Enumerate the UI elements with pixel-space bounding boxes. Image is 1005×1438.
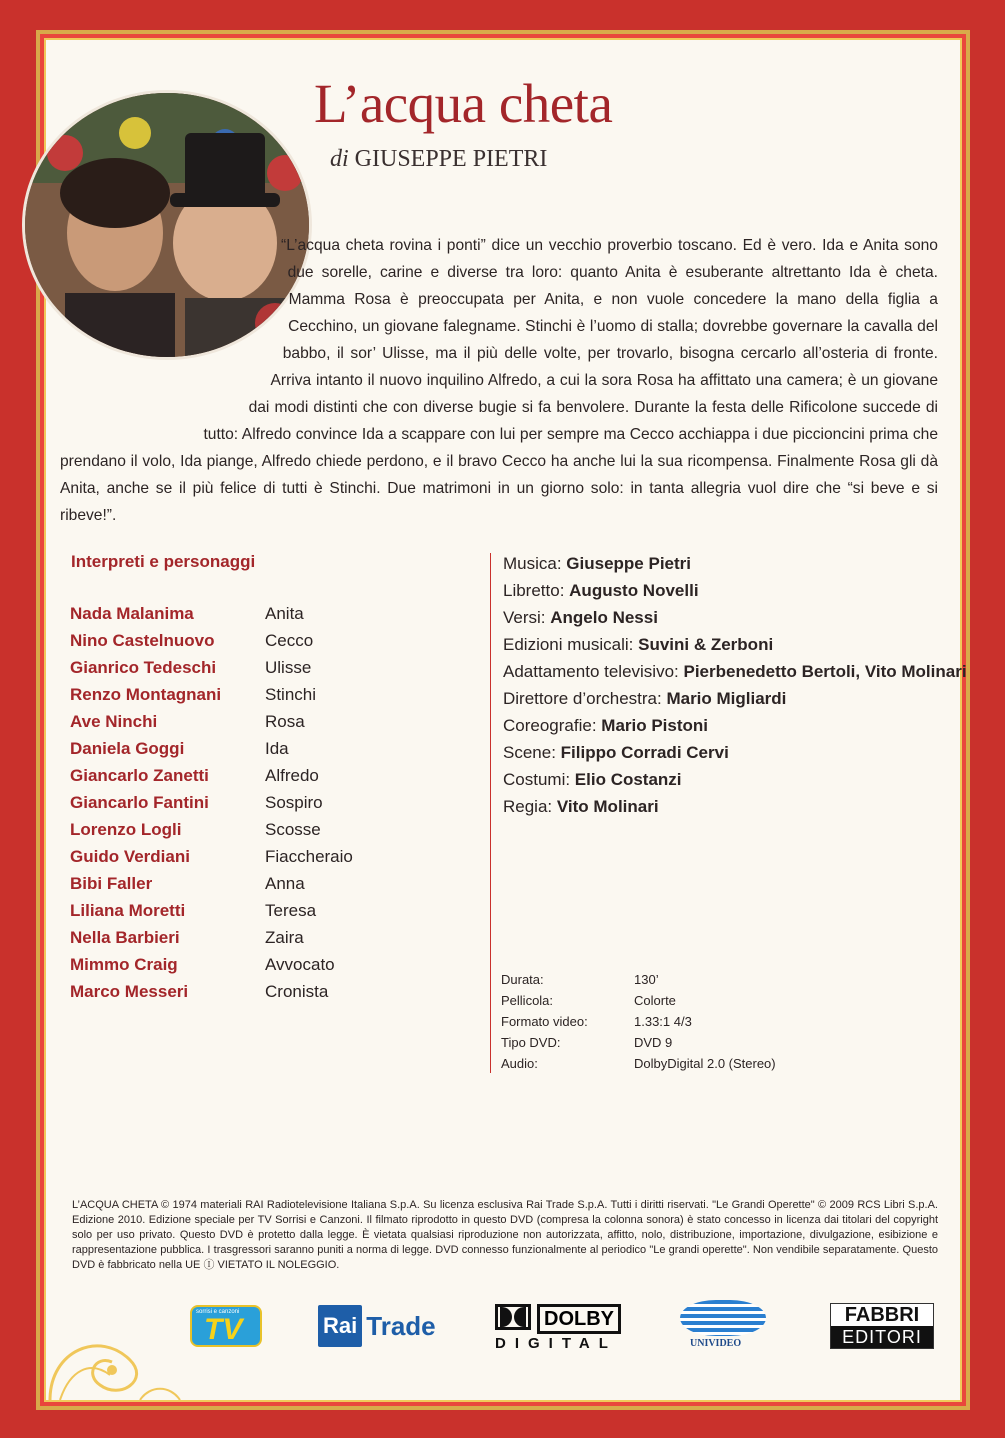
credit-row xyxy=(503,581,967,608)
credit-value: Filippo Corradi Cervi xyxy=(560,743,729,762)
cast-row xyxy=(70,766,353,793)
role-name: Zaira xyxy=(265,928,304,947)
tech-spec-key: Formato video: xyxy=(501,1014,588,1029)
tech-spec-value: Colorte xyxy=(634,993,676,1008)
legal-notice: L’ACQUA CHETA © 1974 materiali RAI Radiotelevisione Italiana S.p.A. Su licenza esclusiva Rai Trade S.p.A. Tutti i diritti riservati. "Le Grandi Operette" © 2009 RCS Libri S.p.A. Edizione 2010. Edizione speciale per TV Sorrisi e Canzoni. Il filmato riprodotto in questo DVD (compresa la colonna sonora) è stato concesso in licenza dai titolari del copyright solo per uso privato. Questo DVD è protetto dalla legge. È vietata qualsiasi riproduzione non autorizzata, affitto, nolo, distribuzione, importazione, divulgazione, esibizione e rappresentazione pubblica. I trasgressori saranno puniti a norma di legge. DVD connesso funzionalmente al periodico "Le grandi operette". Non vendibile separatamente. Questo DVD è fabbricato nella UE Ⓘ VIETATO IL NOLEGGIO. xyxy=(72,1199,938,1271)
role-name: Anita xyxy=(265,604,304,623)
rai-trade-logo: Rai Trade xyxy=(318,1302,436,1350)
credit-row xyxy=(503,608,967,635)
fabbri-editori-logo: FABBRI EDITORI xyxy=(830,1303,934,1349)
credit-label: Versi: xyxy=(503,608,551,627)
cast-row xyxy=(70,847,353,874)
actor-name: Marco Messeri xyxy=(70,982,189,1001)
role-name: Alfredo xyxy=(265,766,319,785)
credit-value: Giuseppe Pietri xyxy=(566,554,691,573)
credit-value: Suvini & Zerboni xyxy=(638,635,774,654)
cast-row xyxy=(70,631,353,658)
globe-icon xyxy=(680,1300,766,1336)
role-name: Sospiro xyxy=(265,793,323,812)
credit-value: Elio Costanzi xyxy=(574,770,682,789)
corner-ornament xyxy=(40,1290,190,1410)
credit-label: Libretto: xyxy=(503,581,570,600)
credit-label: Coreografie: xyxy=(503,716,602,735)
role-name: Scosse xyxy=(265,820,321,839)
cast-heading: Interpreti e personaggi xyxy=(71,552,256,571)
tech-spec-key: Tipo DVD: xyxy=(501,1035,561,1050)
credit-value: Mario Pistoni xyxy=(601,716,709,735)
credit-label: Costumi: xyxy=(503,770,575,789)
actor-name: Mimmo Craig xyxy=(70,955,178,974)
actor-name: Nino Castelnuovo xyxy=(70,631,215,650)
actor-name: Liliana Moretti xyxy=(70,901,186,920)
tech-spec-value: DVD 9 xyxy=(634,1035,673,1050)
actor-name: Nada Malanima xyxy=(70,604,194,623)
credit-label: Scene: xyxy=(503,743,561,762)
tech-spec-row xyxy=(501,993,776,1014)
role-name: Stinchi xyxy=(265,685,317,704)
credit-value: Vito Molinari xyxy=(556,797,659,816)
dolby-digital-logo: DOLBY DIGITAL xyxy=(495,1302,635,1352)
tech-spec-value: 1.33:1 4/3 xyxy=(634,1014,692,1029)
role-name: Fiaccheraio xyxy=(265,847,353,866)
credit-value: Mario Migliardi xyxy=(666,689,787,708)
actor-name: Giancarlo Fantini xyxy=(70,793,209,812)
credit-label: Regia: xyxy=(503,797,557,816)
tech-spec-row xyxy=(501,1056,776,1077)
cast-row xyxy=(70,955,353,982)
role-name: Anna xyxy=(265,874,305,893)
role-name: Ulisse xyxy=(265,658,312,677)
author-prefix: di xyxy=(330,146,349,172)
tech-spec-row xyxy=(501,1035,776,1056)
double-d-icon xyxy=(495,1304,531,1330)
tech-spec-key: Durata: xyxy=(501,972,544,987)
actor-name: Giancarlo Zanetti xyxy=(70,766,209,785)
column-divider xyxy=(490,553,491,1073)
cast-row xyxy=(70,901,353,928)
cast-row xyxy=(70,820,353,847)
credit-value: Augusto Novelli xyxy=(569,581,699,600)
actor-name: Gianrico Tedeschi xyxy=(70,658,217,677)
cast-row xyxy=(70,928,353,955)
cast-row xyxy=(70,604,353,631)
credit-row xyxy=(503,770,967,797)
tech-spec-row xyxy=(501,972,776,993)
cast-row xyxy=(70,685,353,712)
credit-row xyxy=(503,689,967,716)
credit-value: Angelo Nessi xyxy=(550,608,658,627)
tech-spec-key: Audio: xyxy=(501,1056,538,1071)
page-title: L’acqua cheta xyxy=(314,73,613,134)
credit-label: Adattamento televisivo: xyxy=(503,662,684,681)
actor-name: Nella Barbieri xyxy=(70,928,180,947)
credit-row xyxy=(503,554,967,581)
credit-label: Direttore d’orchestra: xyxy=(503,689,667,708)
credit-value: Pierbenedetto Bertoli, Vito Molinari xyxy=(683,662,967,681)
actor-name: Lorenzo Logli xyxy=(70,820,182,839)
actor-name: Daniela Goggi xyxy=(70,739,185,758)
tech-spec-key: Pellicola: xyxy=(501,993,554,1008)
author-name: GIUSEPPE PIETRI xyxy=(354,146,548,172)
actor-name: Ave Ninchi xyxy=(70,712,158,731)
cast-row xyxy=(70,793,353,820)
cast-row xyxy=(70,982,353,1009)
credit-row xyxy=(503,797,967,824)
credits-list xyxy=(503,554,967,824)
actor-name: Renzo Montagnani xyxy=(70,685,222,704)
synopsis-text: “L’acqua cheta rovina i ponti” dice un vecchio proverbio toscano. Ed è vero. Ida e Anita sono due sorelle, carine e diverse tra loro: quanto Anita è esuberante altrettanto Ida è cheta. Mamma Rosa è preoccupata per Anita, e non vuole concedere la mano della figlia a Cecchino, un giovane falegname. Stinchi è l’uomo di stalla; dovrebbe governare la cavalla del babbo, il sor’ Ulisse, ma il più delle volte, per trovarlo, bisogna cercarlo all’osteria di fronte. Arriva intanto il nuovo inquilino Alfredo, a cui la sora Rosa ha affittato una camera; è un giovane dai modi distinti che con diverse bugie si fa benvolere. Durante la festa delle Rificolone succede di tutto: Alfredo convince Ida a scappare con lui per sempre ma Cecco acchiappa i due piccioncini prima che prendano il volo, Ida piange, Alfredo chiede perdono, e il bravo Cecco ha anche lui la sua ricompensa. Finalmente Rosa gli dà Anita, anche se il più felice di tutti è Stinchi. Due matrimoni in un giorno solo: in tanta allegria vuol dire che “si beve e si ribeve!”. xyxy=(60,237,938,524)
tech-spec-row xyxy=(501,1014,776,1035)
actor-name: Bibi Faller xyxy=(70,874,153,893)
credit-row xyxy=(503,635,967,662)
credit-row xyxy=(503,662,967,689)
tv-sorrisi-logo: sorrisi e canzoni TV xyxy=(190,1305,262,1347)
credit-label: Musica: xyxy=(503,554,567,573)
role-name: Cronista xyxy=(265,982,329,1001)
author-line xyxy=(330,146,547,173)
cast-row xyxy=(70,658,353,685)
cast-list xyxy=(70,604,353,1009)
role-name: Teresa xyxy=(265,901,317,920)
tech-spec-value: DolbyDigital 2.0 (Stereo) xyxy=(634,1056,776,1071)
credit-row xyxy=(503,716,967,743)
actor-name: Guido Verdiani xyxy=(70,847,190,866)
role-name: Ida xyxy=(265,739,289,758)
cast-row xyxy=(70,874,353,901)
synopsis xyxy=(60,232,938,529)
cast-row xyxy=(70,712,353,739)
tech-spec-value: 130’ xyxy=(634,972,659,987)
tech-specs xyxy=(501,972,776,1077)
univideo-logo: UNIVIDEO xyxy=(680,1300,766,1352)
role-name: Rosa xyxy=(265,712,305,731)
credit-label: Edizioni musicali: xyxy=(503,635,639,654)
credit-row xyxy=(503,743,967,770)
cast-row xyxy=(70,739,353,766)
role-name: Avvocato xyxy=(265,955,335,974)
role-name: Cecco xyxy=(265,631,314,650)
